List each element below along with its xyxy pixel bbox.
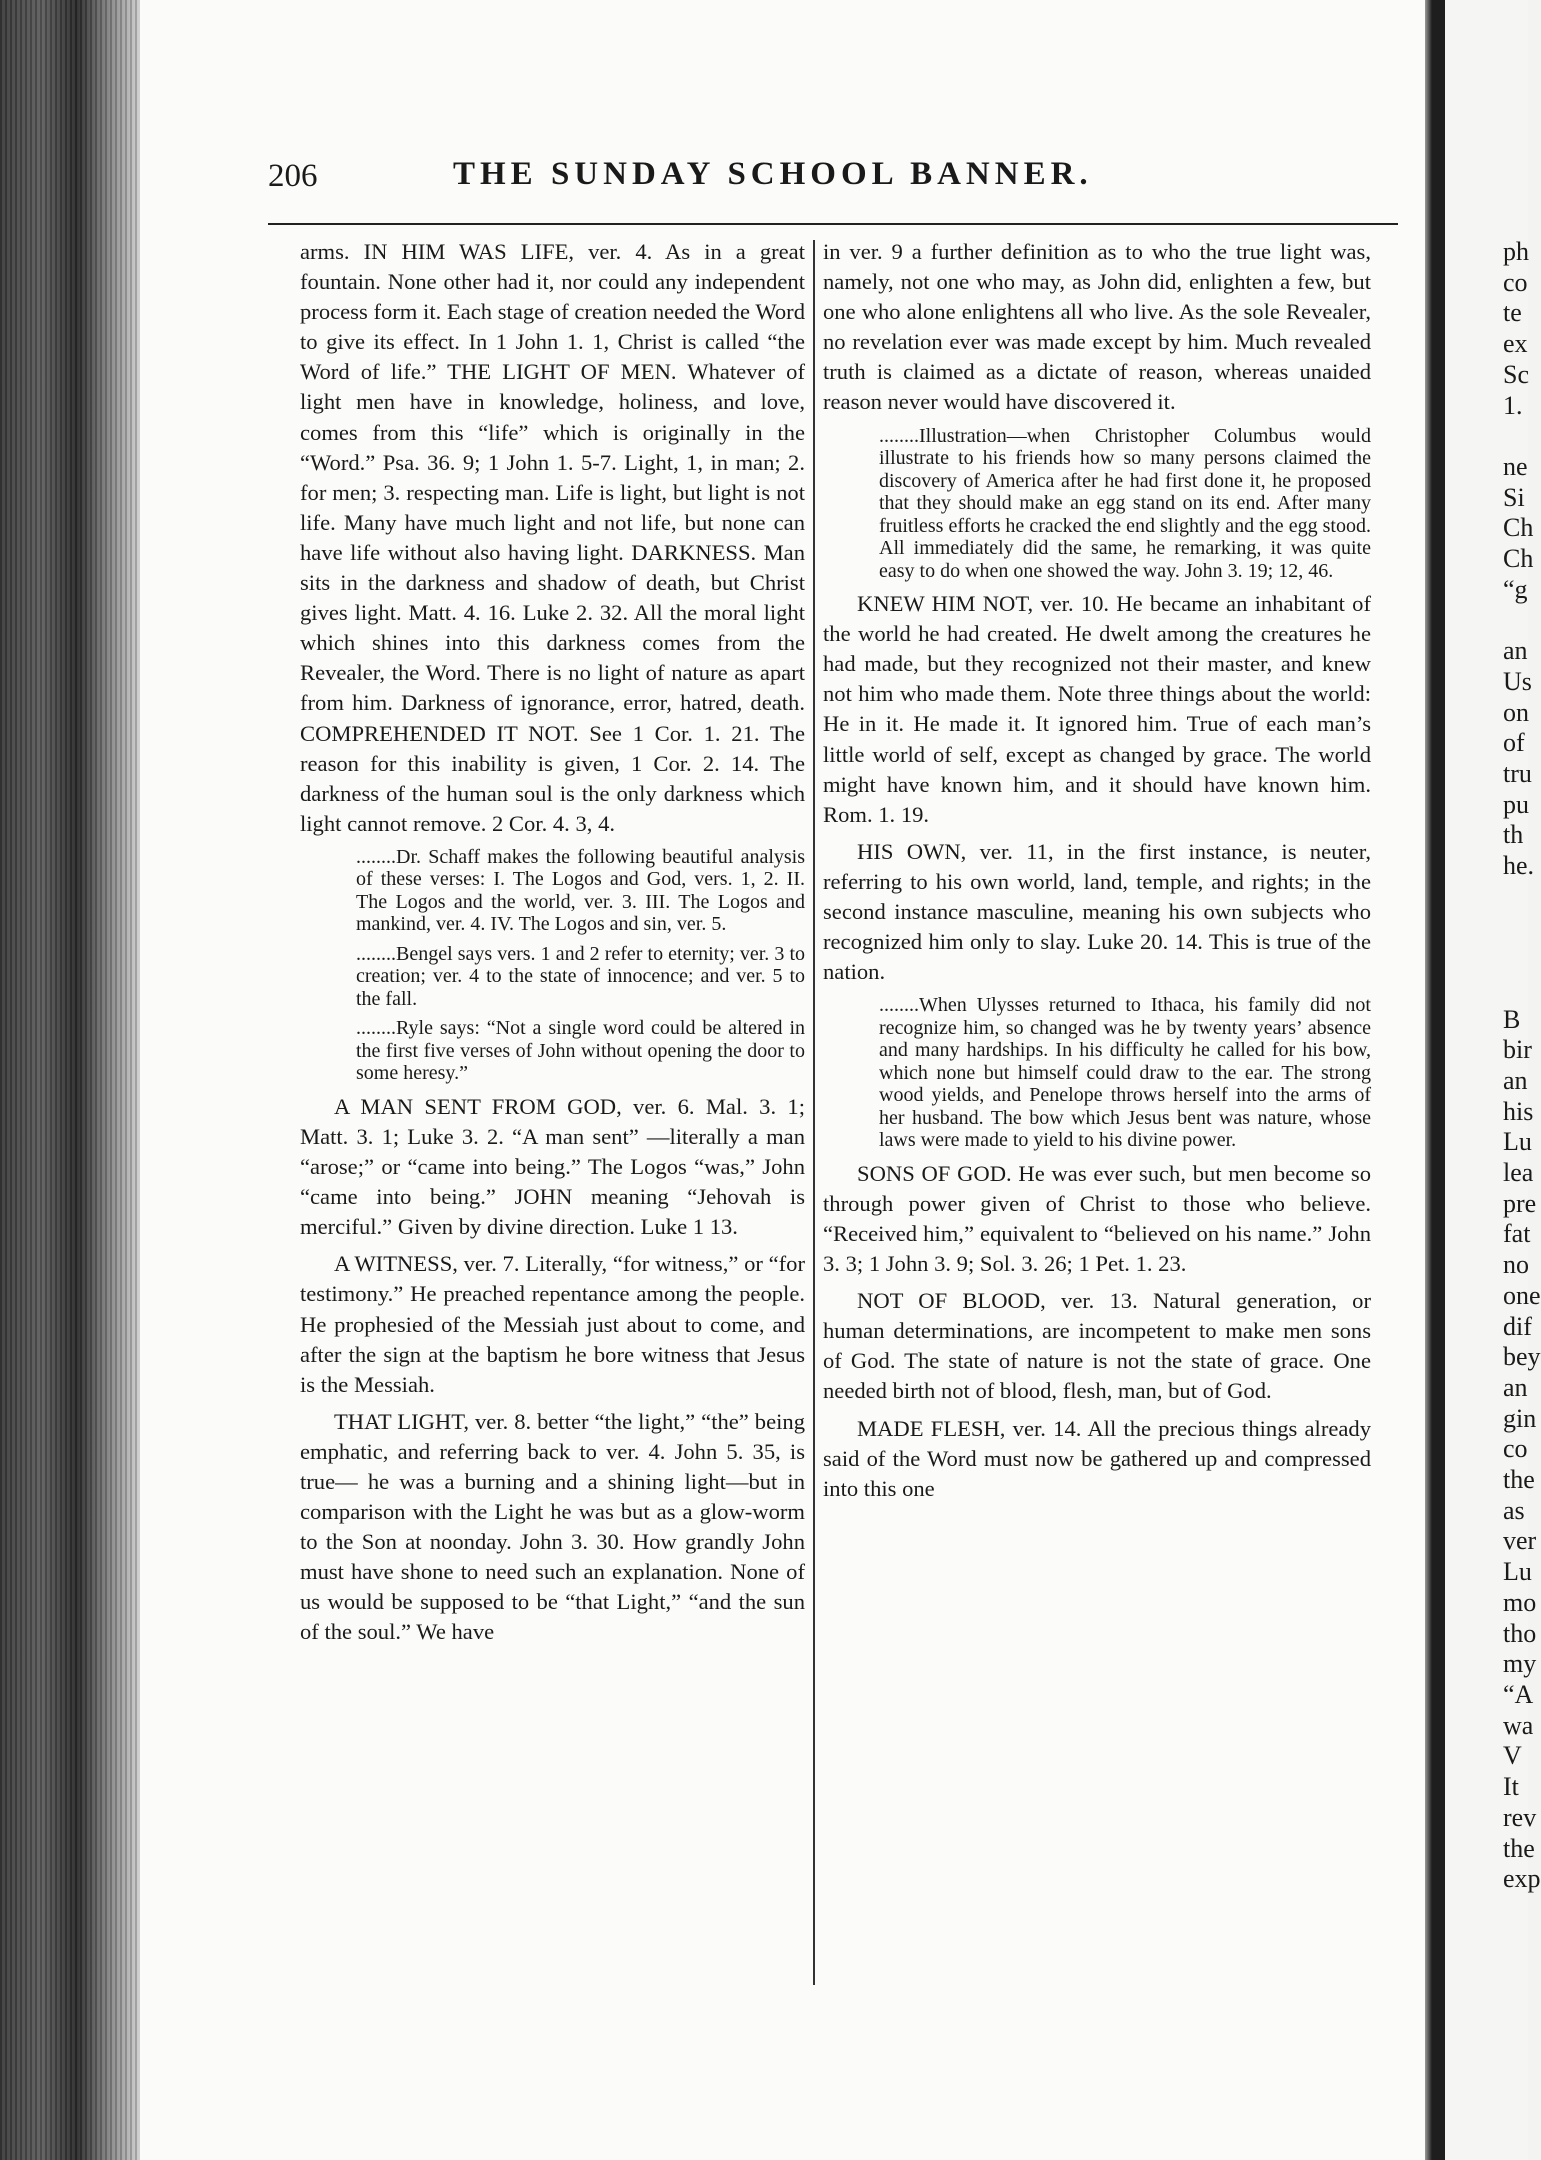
- facing-page-line: Ch: [1503, 544, 1534, 574]
- facing-page-line: Us: [1503, 666, 1532, 696]
- illustration-note: ........Illustration—when Christopher Columbus would illustrate to his friends how so many persons claimed the discovery of America after he had first done it, he proposed that they should make an egg stand on its end. After many fruitless efforts he cracked the end slightly and the egg stood. All immediately did the same, he remarking, it was quite easy to do when one showed the way. John 3. 19; 12, 46.: [879, 424, 1371, 582]
- facing-page-line: ne: [1503, 451, 1528, 481]
- illustration-note: ........Ryle says: “Not a single word could be altered in the first five verses of John without opening the door to some heresy.”: [356, 1017, 805, 1085]
- facing-page-line: he.: [1503, 851, 1535, 881]
- facing-page-line: B: [1503, 1004, 1521, 1034]
- book-gutter: [1425, 0, 1445, 2160]
- facing-page-line: wa: [1503, 1710, 1534, 1740]
- commentary-paragraph: KNEW HIM NOT, ver. 10. He became an inhabitant of the world he had created. He dwelt among the creatures he had made, but they recognized not their master, and knew not him who made them. Note three things about the world: He in it. He made it. It ignored him. True of each man’s little world of self, except as changed by grace. The world might have known him, and it should have known him. Rom. 1. 19.: [823, 591, 1371, 827]
- facing-page-line: rev: [1503, 1802, 1537, 1832]
- facing-page-line: pre: [1503, 1188, 1537, 1218]
- facing-page-line: ex: [1503, 329, 1528, 359]
- facing-page-line: an: [1503, 636, 1528, 666]
- facing-page-line: exp: [1503, 1864, 1541, 1894]
- facing-page-line: dif: [1503, 1311, 1532, 1341]
- right-text-column: [823, 237, 1371, 1511]
- facing-page-line: tru: [1503, 758, 1532, 788]
- book-spine-edge: [0, 0, 140, 2160]
- facing-page-line: his: [1503, 1096, 1534, 1126]
- facing-page-line: fat: [1503, 1219, 1531, 1249]
- facing-page-line: lea: [1503, 1158, 1534, 1188]
- facing-page-line: ver: [1503, 1526, 1537, 1556]
- facing-page-line: co: [1503, 267, 1528, 297]
- facing-page-line: the: [1503, 1833, 1535, 1863]
- facing-page-line: no: [1503, 1250, 1529, 1280]
- facing-page-line: th: [1503, 820, 1524, 850]
- commentary-paragraph: arms. IN HIM WAS LIFE, ver. 4. As in a great fountain. None other had it, nor could any independent process form it. Each stage of creation needed the Word to give its effect. In 1 John 1. 1, Christ is called “the Word of life.” THE LIGHT OF MEN. Whatever of light men have in knowledge, holiness, and love, comes from this “life” which is originally in the “Word.” Psa. 36. 9; 1 John 1. 5-7. Light, 1, in man; 2. for men; 3. respecting man. Life is light, but light is not life. Many have much light and not life, but none can have life without also having light. DARKNESS. Man sits in the darkness and shadow of death, but Christ gives light. Matt. 4. 16. Luke 2. 32. All the moral light which shines into this darkness comes from the Revealer, the Word. There is no light of nature as apart from him. Darkness of ignorance, error, hatred, death. COMPREHENDED IT NOT. See 1 Cor. 1. 21. The reason for this inability is given, 1 Cor. 2. 14. The darkness of the human soul is the only darkness which light cannot remove. 2 Cor. 4. 3, 4.: [300, 239, 805, 836]
- commentary-paragraph: HIS OWN, ver. 11, in the first instance, is neuter, referring to his own world, land, temple, and rights; in the second instance masculine, meaning his own subjects who recognized him only to slay. Luke 20. 14. This is true of the nation.: [823, 838, 1371, 985]
- facing-page-line: Lu: [1503, 1557, 1532, 1587]
- facing-page-line: one: [1503, 1280, 1541, 1310]
- facing-page-line: on: [1503, 697, 1529, 727]
- facing-page-line: Sc: [1503, 359, 1529, 389]
- facing-page-line: “A: [1503, 1679, 1534, 1709]
- facing-page-line: “g: [1503, 574, 1528, 604]
- facing-page-line: bey: [1503, 1342, 1541, 1372]
- facing-page-line: the: [1503, 1465, 1535, 1495]
- facing-page-line: gin: [1503, 1403, 1537, 1433]
- facing-page-line: Lu: [1503, 1127, 1532, 1157]
- commentary-paragraph: A MAN SENT FROM GOD, ver. 6. Mal. 3. 1; Matt. 3. 1; Luke 3. 2. “A man sent” —literally a man “arose;” or “came into being.” The Logos “was,” John “came into being.” JOHN meaning “Jehovah is merciful.” Given by divine direction. Luke 1 13.: [300, 1093, 805, 1240]
- commentary-paragraph: NOT OF BLOOD, ver. 13. Natural generation, or human determinations, are incompetent to make men sons of God. The state of nature is not the state of grace. One needed birth not of blood, flesh, man, but of God.: [823, 1288, 1371, 1404]
- commentary-paragraph: MADE FLESH, ver. 14. All the precious things already said of the Word must now be gathered up and compressed into this one: [823, 1415, 1371, 1501]
- column-divider: [813, 240, 815, 1985]
- left-text-column: [300, 237, 805, 1655]
- illustration-note: ........Dr. Schaff makes the following beautiful analysis of these verses: I. The Logos and God, vers. 1, 2. II. The Logos and the world, ver. 3. III. The Logos and mankind, ver. 4. IV. The Logos and sin, ver. 5.: [356, 845, 805, 936]
- facing-page-fragment: [1445, 0, 1541, 2160]
- facing-page-line: of: [1503, 728, 1525, 758]
- facing-page-line: It: [1503, 1772, 1519, 1802]
- facing-page-line: ph: [1503, 237, 1529, 266]
- commentary-paragraph: SONS OF GOD. He was ever such, but men become so through power given of Christ to those who believe. “Received him,” equivalent to “believed on his name.” John 3. 3; 1 John 3. 9; Sol. 3. 26; 1 Pet. 1. 23.: [823, 1160, 1371, 1277]
- commentary-paragraph: THAT LIGHT, ver. 8. better “the light,” “the” being emphatic, and referring back to ver. 4. John 5. 35, is true— he was a burning and a shining light—but in comparison with the Light he was but as a glow-worm to the Son at noonday. John 3. 30. How grandly John must have shone to need such an explanation. None of us would be supposed to be “that Light,” “and the sun of the soul.” We have: [300, 1408, 805, 1645]
- facing-page-line: te: [1503, 298, 1522, 328]
- commentary-paragraph: A WITNESS, ver. 7. Literally, “for witness,” or “for testimony.” He preached repentance among the people. He prophesied of the Messiah just about to come, and after the sign at the baptism he bore witness that Jesus is the Messiah.: [300, 1251, 805, 1397]
- facing-page-line: Ch: [1503, 513, 1534, 543]
- header-rule: [268, 223, 1398, 225]
- facing-page-line: mo: [1503, 1587, 1537, 1617]
- page-header: [268, 158, 1148, 210]
- illustration-note: ........Bengel says vers. 1 and 2 refer to eternity; ver. 3 to creation; ver. 4 to the state of innocence; and ver. 5 to the fall.: [356, 942, 805, 1010]
- facing-page-line: my: [1503, 1649, 1537, 1679]
- facing-page-line: as: [1503, 1495, 1525, 1525]
- running-title: THE SUNDAY SCHOOL BANNER.: [453, 156, 1093, 192]
- facing-page-line: Si: [1503, 482, 1525, 512]
- facing-page-line: pu: [1503, 789, 1529, 819]
- facing-page-line: bir: [1503, 1035, 1532, 1065]
- facing-page-line: an: [1503, 1372, 1528, 1402]
- facing-page-line: tho: [1503, 1618, 1537, 1648]
- facing-page-line: co: [1503, 1434, 1528, 1464]
- commentary-paragraph: in ver. 9 a further definition as to who the true light was, namely, not one who may, as John did, enlighten a few, but one who alone enlightens all who live. As the sole Revealer, no revelation ever was made except by him. Much revealed truth is claimed as a dictate of reason, whereas unaided reason never would have discovered it.: [823, 239, 1371, 415]
- illustration-note: ........When Ulysses returned to Ithaca, his family did not recognize him, so changed was he by twenty years’ absence and many hardships. In his difficulty he called for his bow, which none but himself could draw to the ear. The strong wood yields, and Penelope throws herself into the arms of her husband. The bow which Jesus bent was nature, whose laws were made to yield to his divine power.: [879, 994, 1371, 1152]
- page-number: 206: [268, 158, 318, 194]
- facing-page-line: 1.: [1503, 390, 1523, 420]
- facing-page-line: an: [1503, 1065, 1528, 1095]
- facing-page-line: V: [1503, 1741, 1522, 1771]
